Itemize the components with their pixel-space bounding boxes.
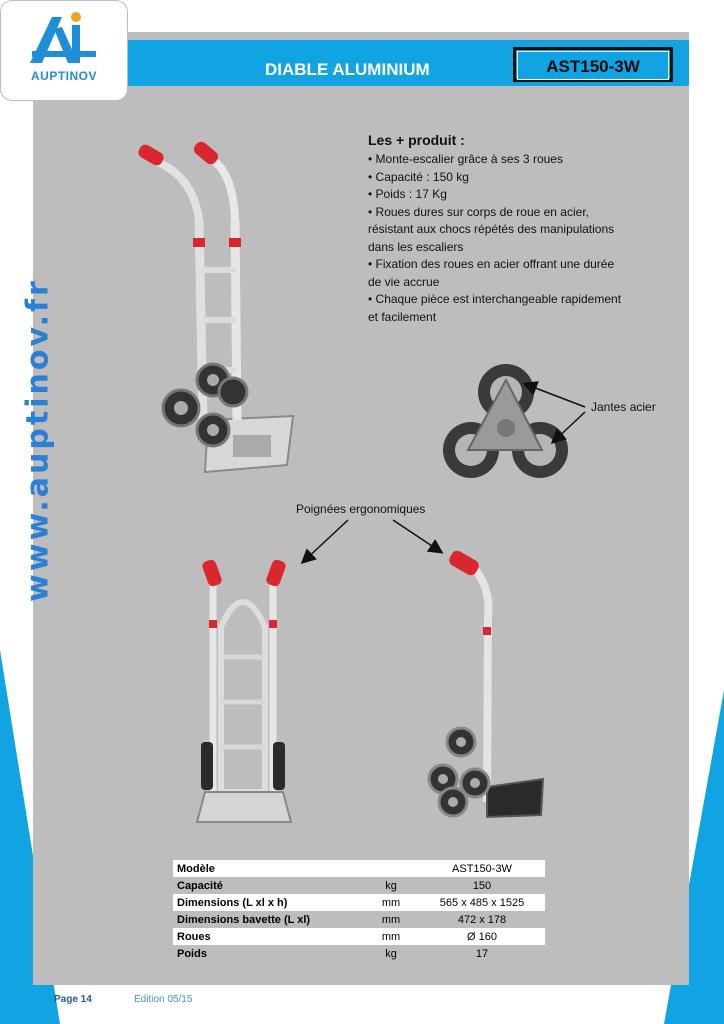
feature-line: • Capacité : 150 kg: [368, 169, 469, 184]
spec-label: Modèle: [173, 860, 363, 877]
spec-value: 150: [419, 877, 545, 894]
table-row: [173, 860, 545, 877]
spec-value: AST150-3W: [419, 860, 545, 877]
feature-line: • Fixation des roues en acier offrant une durée: [368, 257, 615, 271]
spec-label: Dimensions bavette (L xl): [173, 911, 363, 928]
spec-unit: [363, 860, 419, 877]
feature-line: de vie accrue: [368, 274, 440, 289]
feature-line: • Monte-escalier grâce à ses 3 roues: [368, 152, 563, 166]
edition-label: Edition 05/15: [134, 994, 193, 1005]
table-row: [173, 877, 545, 894]
hand-truck-photo-front: [183, 552, 303, 827]
website-text: www.auptinov.fr: [20, 278, 56, 602]
auptinov-logo-icon: [24, 11, 106, 69]
spec-table: [173, 860, 545, 962]
feature-line: dans les escaliers: [368, 239, 464, 254]
callout-handles-label: Poignées ergonomiques: [296, 502, 426, 516]
page-number: Page 14: [54, 994, 92, 1005]
spec-label: Capacité: [173, 877, 363, 894]
page-title: DIABLE ALUMINIUM: [265, 60, 430, 79]
table-row: [173, 928, 545, 945]
spec-unit: mm: [363, 894, 419, 911]
hand-truck-photo-side: [413, 547, 553, 827]
product-panel: [33, 32, 689, 985]
callout-wheels-label: Jantes acier: [591, 400, 656, 414]
spec-label: Roues: [173, 928, 363, 945]
spec-value: 17: [419, 945, 545, 962]
feature-line: • Poids : 17 Kg: [368, 187, 447, 201]
table-row: [173, 911, 545, 928]
features-title: Les + produit :: [368, 132, 465, 148]
company-logo: [0, 0, 128, 101]
spec-value: 472 x 178: [419, 911, 545, 928]
callout-arrows: [33, 32, 689, 592]
feature-line: et facilement: [368, 309, 437, 324]
feature-line: • Roues dures sur corps de roue en acier,: [368, 204, 589, 219]
spec-value: Ø 160: [419, 928, 545, 945]
spec-unit: kg: [363, 877, 419, 894]
feature-line: • Chaque pièce est interchangeable rapidement: [368, 292, 622, 306]
spec-label: Dimensions (L xl x h): [173, 894, 363, 911]
spec-unit: kg: [363, 945, 419, 962]
logo-text: AUPTINOV: [30, 69, 97, 83]
spec-value: 565 x 485 x 1525: [419, 894, 545, 911]
table-row: [173, 945, 545, 962]
feature-line: résistant aux chocs répétés des manipulations: [368, 222, 615, 236]
table-row: [173, 894, 545, 911]
model-badge-label: AST150-3W: [517, 51, 669, 80]
spec-unit: mm: [363, 928, 419, 945]
spec-label: Poids: [173, 945, 363, 962]
spec-unit: mm: [363, 911, 419, 928]
